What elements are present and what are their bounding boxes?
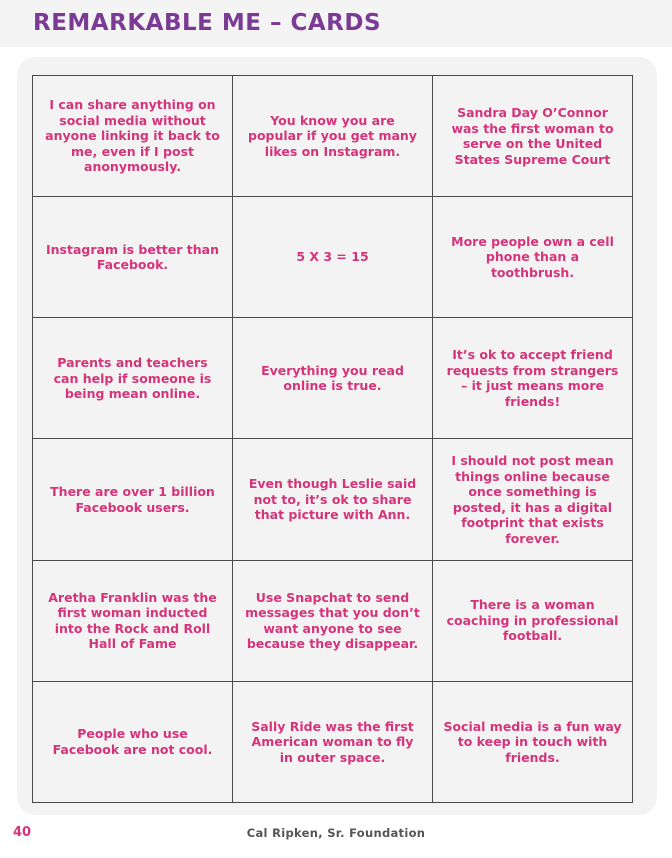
card: Use Snapchat to send messages that you don’t want anyone to see because they disappear.	[233, 560, 433, 681]
card: Sandra Day O’Connor was the first woman to serve on the United States Supreme Court	[433, 76, 633, 197]
cards-grid	[32, 75, 633, 803]
card: Social media is a fun way to keep in touch with friends.	[433, 681, 633, 802]
footer-organization: Cal Ripken, Sr. Foundation	[246, 826, 426, 840]
card: I can share anything on social media without anyone linking it back to me, even if I post anonymously.	[33, 76, 233, 197]
card: Sally Ride was the first American woman to fly in outer space.	[233, 681, 433, 802]
card: You know you are popular if you get many likes on Instagram.	[233, 76, 433, 197]
card: 5 X 3 = 15	[233, 197, 433, 318]
card-row	[33, 197, 633, 318]
page-header	[0, 0, 672, 47]
card-row	[33, 681, 633, 802]
page-number: 40	[13, 825, 32, 840]
card-row	[33, 439, 633, 560]
card-row	[33, 560, 633, 681]
card: There are over 1 billion Facebook users.	[33, 439, 233, 560]
card: Aretha Franklin was the first woman inducted into the Rock and Roll Hall of Fame	[33, 560, 233, 681]
card: Instagram is better than Facebook.	[33, 197, 233, 318]
card-row	[33, 76, 633, 197]
card: People who use Facebook are not cool.	[33, 681, 233, 802]
card: Everything you read online is true.	[233, 318, 433, 439]
page-title: REMARKABLE ME – CARDS	[33, 10, 382, 36]
card: More people own a cell phone than a toothbrush.	[433, 197, 633, 318]
card: It’s ok to accept friend requests from strangers – it just means more friends!	[433, 318, 633, 439]
card: I should not post mean things online because once something is posted, it has a digital footprint that exists forever.	[433, 439, 633, 560]
card-row	[33, 318, 633, 439]
card: There is a woman coaching in professional football.	[433, 560, 633, 681]
card: Even though Leslie said not to, it’s ok to share that picture with Ann.	[233, 439, 433, 560]
card: Parents and teachers can help if someone is being mean online.	[33, 318, 233, 439]
